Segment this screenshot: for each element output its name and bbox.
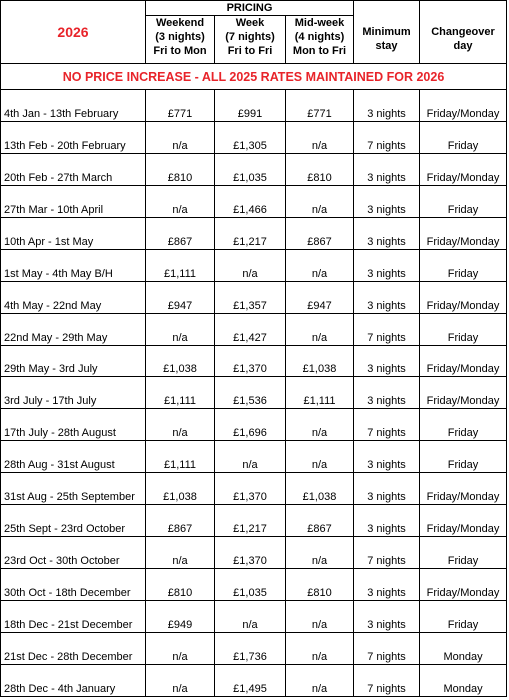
weekend-price-cell: £947	[146, 281, 215, 313]
period-cell: 4th Jan - 13th February	[1, 90, 146, 122]
weekend-price-cell: n/a	[146, 632, 215, 664]
weekend-price-cell: £867	[146, 217, 215, 249]
minimum-stay-cell: 7 nights	[354, 632, 420, 664]
weekend-price-cell: n/a	[146, 409, 215, 441]
period-cell: 28th Aug - 31st August	[1, 441, 146, 473]
weekend-heading	[146, 16, 215, 64]
changeover-heading	[420, 1, 507, 64]
week-price-cell: £1,736	[215, 632, 286, 664]
changeover-day-cell: Friday/Monday	[420, 377, 507, 409]
week-heading	[215, 16, 286, 64]
week-heading-line-3: Fri to Fri	[227, 45, 273, 57]
changeover-day-cell: Friday	[420, 249, 507, 281]
weekend-price-cell: n/a	[146, 121, 215, 153]
minimum-stay-cell: 3 nights	[354, 249, 420, 281]
price-notice: NO PRICE INCREASE - ALL 2025 RATES MAINTAINED FOR 2026	[1, 64, 507, 90]
changeover-day-cell: Friday	[420, 185, 507, 217]
changeover-day-cell: Friday/Monday	[420, 281, 507, 313]
week-price-cell: £1,370	[215, 473, 286, 505]
changeover-day-cell: Friday	[420, 409, 507, 441]
week-price-cell: £1,370	[215, 345, 286, 377]
table-row	[1, 345, 507, 377]
week-price-cell: £1,696	[215, 409, 286, 441]
week-price-cell: £991	[215, 90, 286, 122]
weekend-price-cell: £1,111	[146, 441, 215, 473]
changeover-day-cell: Friday	[420, 601, 507, 633]
midweek-price-cell: £867	[286, 505, 354, 537]
period-cell: 20th Feb - 27th March	[1, 153, 146, 185]
minimum-stay-cell: 3 nights	[354, 569, 420, 601]
week-price-cell: £1,357	[215, 281, 286, 313]
table-row	[1, 121, 507, 153]
table-row	[1, 281, 507, 313]
weekend-heading-line-1: Weekend	[155, 17, 205, 29]
week-price-cell: £1,035	[215, 153, 286, 185]
midweek-price-cell: n/a	[286, 601, 354, 633]
changeover-heading-line-1: Changeover	[431, 26, 495, 38]
table-row	[1, 505, 507, 537]
midweek-price-cell: £810	[286, 153, 354, 185]
weekend-price-cell: £810	[146, 569, 215, 601]
weekend-price-cell: n/a	[146, 664, 215, 696]
changeover-day-cell: Friday	[420, 441, 507, 473]
week-price-cell: £1,495	[215, 664, 286, 696]
changeover-day-cell: Friday/Monday	[420, 473, 507, 505]
minimum-stay-cell: 3 nights	[354, 281, 420, 313]
changeover-day-cell: Monday	[420, 632, 507, 664]
weekend-price-cell: £1,038	[146, 473, 215, 505]
period-cell: 23rd Oct - 30th October	[1, 537, 146, 569]
period-cell: 30th Oct - 18th December	[1, 569, 146, 601]
week-price-cell: £1,536	[215, 377, 286, 409]
weekend-price-cell: £867	[146, 505, 215, 537]
changeover-day-cell: Friday/Monday	[420, 569, 507, 601]
period-cell: 21st Dec - 28th December	[1, 632, 146, 664]
week-price-cell: £1,217	[215, 217, 286, 249]
minimum-stay-heading	[354, 1, 420, 64]
table-row	[1, 217, 507, 249]
period-cell: 28th Dec - 4th January	[1, 664, 146, 696]
midweek-price-cell: £1,038	[286, 345, 354, 377]
minimum-stay-cell: 3 nights	[354, 601, 420, 633]
midweek-heading	[286, 16, 354, 64]
week-price-cell: n/a	[215, 441, 286, 473]
period-cell: 18th Dec - 21st December	[1, 601, 146, 633]
period-cell: 31st Aug - 25th September	[1, 473, 146, 505]
minimum-stay-cell: 3 nights	[354, 505, 420, 537]
period-cell: 17th July - 28th August	[1, 409, 146, 441]
table-row	[1, 441, 507, 473]
week-price-cell: £1,370	[215, 537, 286, 569]
pricing-heading: PRICING	[146, 1, 354, 16]
midweek-price-cell: £947	[286, 281, 354, 313]
changeover-day-cell: Friday/Monday	[420, 153, 507, 185]
midweek-heading-line-2: (4 nights)	[294, 31, 345, 43]
weekend-price-cell: n/a	[146, 313, 215, 345]
changeover-day-cell: Friday	[420, 313, 507, 345]
minimum-stay-cell: 3 nights	[354, 441, 420, 473]
period-cell: 29th May - 3rd July	[1, 345, 146, 377]
midweek-price-cell: n/a	[286, 537, 354, 569]
midweek-price-cell: n/a	[286, 441, 354, 473]
midweek-heading-line-3: Mon to Fri	[292, 45, 347, 57]
minimum-stay-cell: 3 nights	[354, 217, 420, 249]
midweek-price-cell: £867	[286, 217, 354, 249]
minimum-stay-cell: 3 nights	[354, 153, 420, 185]
minimum-stay-cell: 7 nights	[354, 537, 420, 569]
week-heading-line-2: (7 nights)	[225, 31, 275, 43]
weekend-price-cell: £1,111	[146, 249, 215, 281]
midweek-price-cell: n/a	[286, 121, 354, 153]
midweek-price-cell: £810	[286, 569, 354, 601]
midweek-price-cell: n/a	[286, 664, 354, 696]
midweek-price-cell: n/a	[286, 409, 354, 441]
minimum-stay-cell: 3 nights	[354, 377, 420, 409]
weekend-price-cell: £810	[146, 153, 215, 185]
table-row	[1, 90, 507, 122]
table-row	[1, 185, 507, 217]
changeover-day-cell: Friday/Monday	[420, 90, 507, 122]
table-row	[1, 249, 507, 281]
week-price-cell: £1,217	[215, 505, 286, 537]
minimum-stay-cell: 7 nights	[354, 121, 420, 153]
minimum-stay-cell: 3 nights	[354, 90, 420, 122]
period-cell: 10th Apr - 1st May	[1, 217, 146, 249]
period-cell: 4th May - 22nd May	[1, 281, 146, 313]
weekend-heading-line-2: (3 nights)	[155, 31, 205, 43]
weekend-heading-line-3: Fri to Mon	[153, 45, 207, 57]
period-cell: 13th Feb - 20th February	[1, 121, 146, 153]
weekend-price-cell: n/a	[146, 185, 215, 217]
table-row	[1, 473, 507, 505]
period-cell: 25th Sept - 23rd October	[1, 505, 146, 537]
period-cell: 1st May - 4th May B/H	[1, 249, 146, 281]
changeover-heading-line-2: day	[453, 40, 473, 52]
minimum-stay-cell: 7 nights	[354, 313, 420, 345]
midweek-price-cell: n/a	[286, 249, 354, 281]
midweek-price-cell: n/a	[286, 185, 354, 217]
weekend-price-cell: £1,038	[146, 345, 215, 377]
table-row	[1, 153, 507, 185]
changeover-day-cell: Friday	[420, 121, 507, 153]
minimum-stay-cell: 7 nights	[354, 409, 420, 441]
week-price-cell: n/a	[215, 249, 286, 281]
year-heading: 2026	[1, 1, 146, 64]
weekend-price-cell: £771	[146, 90, 215, 122]
week-price-cell: £1,035	[215, 569, 286, 601]
midweek-heading-line-1: Mid-week	[294, 17, 345, 29]
minimum-stay-heading-line-1: Minimum	[362, 26, 411, 38]
table-row	[1, 601, 507, 633]
weekend-price-cell: £1,111	[146, 377, 215, 409]
table-row	[1, 409, 507, 441]
midweek-price-cell: £1,038	[286, 473, 354, 505]
week-heading-line-1: Week	[235, 17, 265, 29]
minimum-stay-cell: 3 nights	[354, 473, 420, 505]
changeover-day-cell: Friday/Monday	[420, 217, 507, 249]
midweek-price-cell: n/a	[286, 632, 354, 664]
minimum-stay-cell: 3 nights	[354, 185, 420, 217]
table-row	[1, 313, 507, 345]
week-price-cell: £1,466	[215, 185, 286, 217]
week-price-cell: £1,305	[215, 121, 286, 153]
minimum-stay-cell: 3 nights	[354, 345, 420, 377]
minimum-stay-heading-line-2: stay	[375, 40, 398, 52]
table-row	[1, 664, 507, 696]
table-row	[1, 632, 507, 664]
period-cell: 3rd July - 17th July	[1, 377, 146, 409]
changeover-day-cell: Friday/Monday	[420, 505, 507, 537]
period-cell: 22nd May - 29th May	[1, 313, 146, 345]
weekend-price-cell: n/a	[146, 537, 215, 569]
minimum-stay-cell: 7 nights	[354, 664, 420, 696]
table-row	[1, 377, 507, 409]
midweek-price-cell: £1,111	[286, 377, 354, 409]
changeover-day-cell: Monday	[420, 664, 507, 696]
midweek-price-cell: n/a	[286, 313, 354, 345]
table-row	[1, 537, 507, 569]
week-price-cell: £1,427	[215, 313, 286, 345]
table-row	[1, 569, 507, 601]
weekend-price-cell: £949	[146, 601, 215, 633]
changeover-day-cell: Friday/Monday	[420, 345, 507, 377]
changeover-day-cell: Friday	[420, 537, 507, 569]
period-cell: 27th Mar - 10th April	[1, 185, 146, 217]
week-price-cell: n/a	[215, 601, 286, 633]
midweek-price-cell: £771	[286, 90, 354, 122]
